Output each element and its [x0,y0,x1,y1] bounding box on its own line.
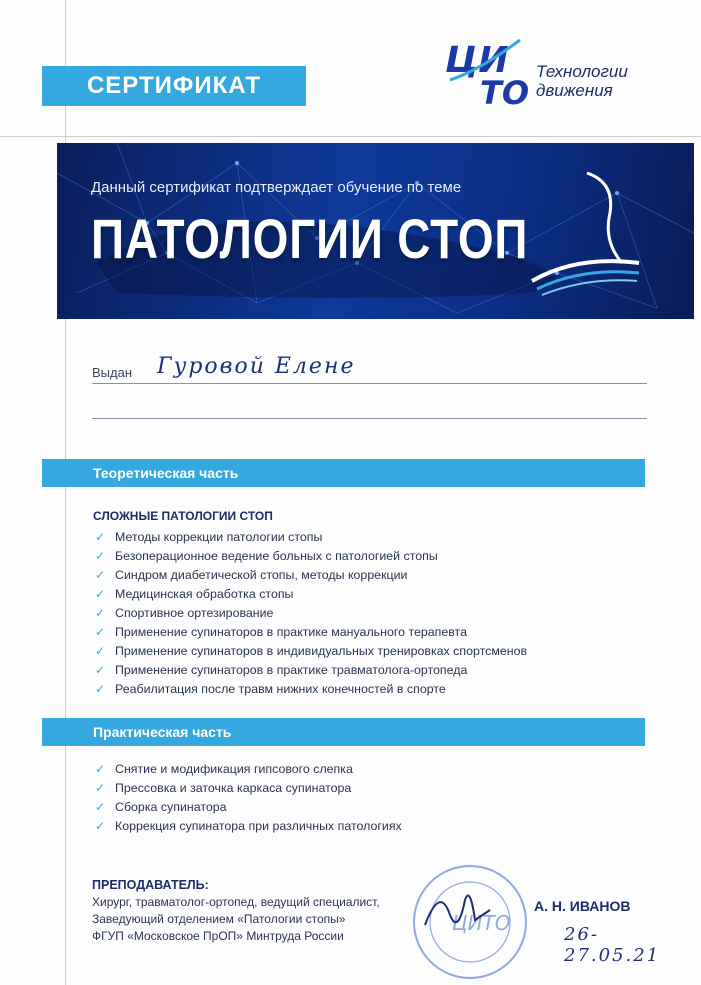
check-icon: ✓ [95,530,106,544]
course-dates: 26-27.05.21 [564,924,661,966]
check-icon: ✓ [95,663,106,677]
svg-text:ТО: ТО [480,74,530,110]
check-icon: ✓ [95,781,106,795]
issued-to-field [92,354,647,382]
list-item: ✓ Снятие и модификация гипсового слепка [95,760,402,779]
teacher-organization: ФГУП «Московское ПрОП» Минтруда России [92,929,344,943]
logo-tagline-line2: движения [536,81,613,100]
issued-underline [92,383,647,384]
blank-underline [92,418,647,419]
theory-section-title: Теоретическая часть [93,465,239,481]
practice-section-bar [42,718,645,746]
list-item: ✓ Прессовка и заточка каркаса супинатора [95,779,402,798]
check-icon: ✓ [95,587,106,601]
check-icon: ✓ [95,800,106,814]
list-item: ✓ Коррекция супинатора при различных патологиях [95,817,402,836]
issued-label: Выдан [92,365,133,380]
list-item: ✓ Сборка супинатора [95,798,402,817]
check-icon: ✓ [95,549,106,563]
teacher-department: Заведующий отделением «Патологии стопы» [92,912,346,926]
theory-topic-list [95,528,527,699]
teacher-heading: ПРЕПОДАВАТЕЛЬ: [92,878,209,892]
practice-topic-list [95,760,402,836]
certificate-label: СЕРТИФИКАТ [42,66,306,106]
list-item: ✓ Реабилитация после травм нижних конечностей в спорте [95,680,527,699]
theory-section-bar [42,459,645,487]
header-divider [0,136,701,137]
check-icon: ✓ [95,644,106,658]
list-item: ✓ Медицинская обработка стопы [95,585,527,604]
practice-section-title: Практическая часть [93,724,232,740]
hero-banner [57,143,694,319]
list-item: ✓ Методы коррекции патологии стопы [95,528,527,547]
check-icon: ✓ [95,568,106,582]
check-icon: ✓ [95,606,106,620]
teacher-position: Хирург, травматолог-ортопед, ведущий специалист, [92,895,380,909]
check-icon: ✓ [95,762,106,776]
list-item: ✓ Применение супинаторов в практике мануального терапевта [95,623,527,642]
check-icon: ✓ [95,819,106,833]
check-icon: ✓ [95,682,106,696]
check-icon: ✓ [95,625,106,639]
logo-tagline-line1: Технологии [536,62,628,81]
list-item: ✓ Безоперационное ведение больных с патологией стопы [95,547,527,566]
course-title: ПАТОЛОГИИ СТОП [91,207,529,270]
teacher-block [92,878,672,966]
teacher-name: А. Н. ИВАНОВ [534,898,631,914]
list-item: ✓ Спортивное ортезирование [95,604,527,623]
foot-insole-icon [527,163,647,303]
svg-text:ЦИТО: ЦИТО [452,911,511,935]
list-item: ✓ Применение супинаторов в практике травматолога-ортопеда [95,661,527,680]
theory-subheading: СЛОЖНЫЕ ПАТОЛОГИИ СТОП [93,509,273,523]
cito-logo-icon [440,20,535,110]
list-item: ✓ Применение супинаторов в индивидуальных тренировках спортсменов [95,642,527,661]
svg-text:ЦИ: ЦИ [445,40,509,81]
recipient-name: Гуровой Елене [157,354,356,379]
company-logo [440,20,660,110]
hero-subtitle: Данный сертификат подтверждает обучение по теме [91,179,462,196]
logo-tagline [536,62,628,100]
list-item: ✓ Синдром диабетической стопы, методы коррекции [95,566,527,585]
